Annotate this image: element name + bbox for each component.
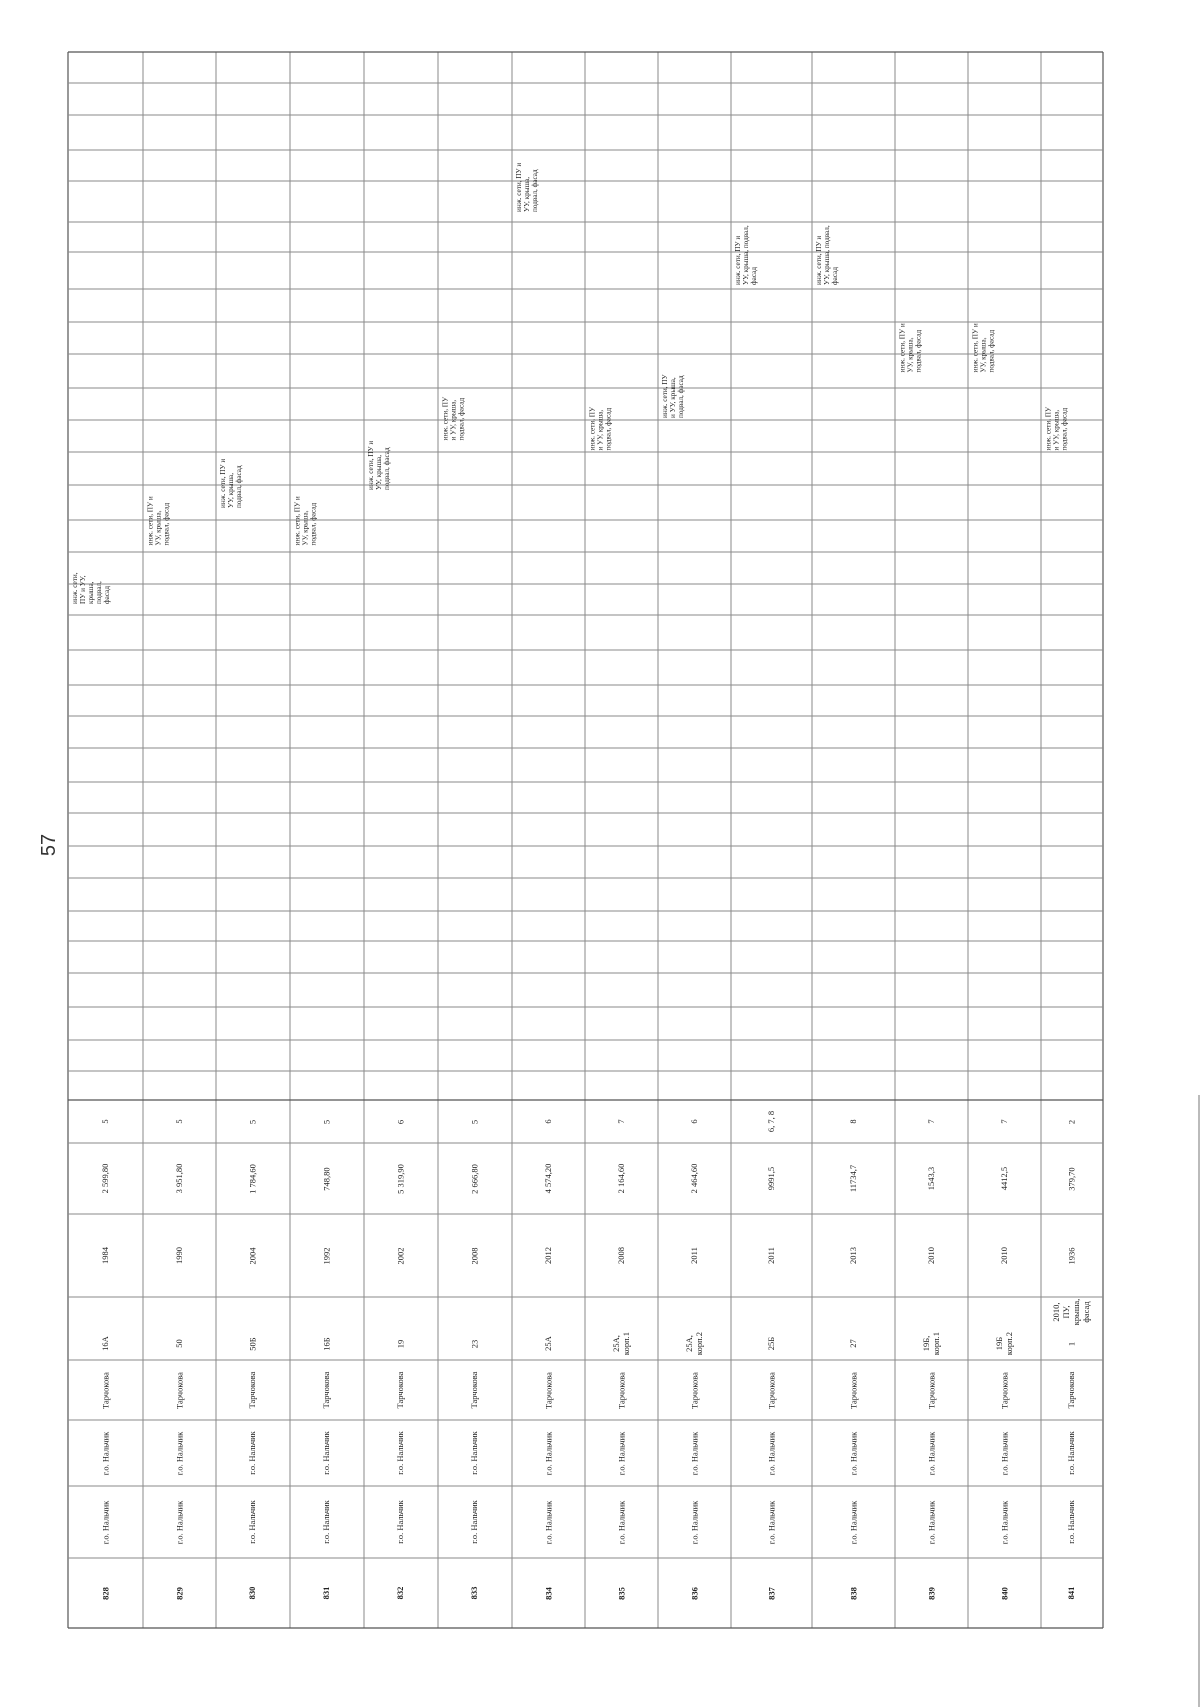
area-cell: 5 319,90 [395, 1163, 406, 1194]
row-number-cell: 831 [321, 1586, 332, 1600]
municipality-cell: г.о. Нальчик [99, 1500, 110, 1544]
year-built-cell: 2010 [925, 1247, 936, 1264]
year-built-cell: 2012 [542, 1247, 553, 1264]
house-number-cell: 25А [542, 1336, 553, 1351]
municipality-cell: г.о. Нальчик [615, 1500, 626, 1544]
municipality-cell: г.о. Нальчик [847, 1500, 858, 1544]
floors-cell: 5 [247, 1119, 258, 1124]
area-cell: 4 574,20 [542, 1163, 553, 1194]
floors-cell: 7 [925, 1119, 936, 1124]
area-cell: 2 666,80 [469, 1163, 480, 1194]
work-scope-note: инж. сети, ПУ и УУ, крыша, подвал, фасад [734, 225, 759, 285]
locality-cell: г.о. Нальчик [469, 1431, 480, 1475]
row-number-cell: 837 [765, 1586, 776, 1600]
floors-cell: 6 [395, 1119, 406, 1124]
year-built-cell: 2004 [247, 1247, 258, 1264]
street-cell: Тарчокова [1066, 1371, 1077, 1409]
area-cell: 1 784,60 [247, 1163, 258, 1194]
municipality-cell: г.о. Нальчик [173, 1500, 184, 1544]
municipality-cell: г.о. Нальчик [247, 1500, 258, 1544]
row-number-cell: 836 [688, 1586, 699, 1600]
municipality-cell: г.о. Нальчик [998, 1500, 1009, 1544]
year-built-cell: 1936 [1066, 1247, 1077, 1264]
floors-cell: 6 [542, 1119, 553, 1124]
year-built-cell: 2008 [615, 1247, 626, 1264]
year-built-cell: 1984 [99, 1247, 110, 1264]
row-number-cell: 841 [1066, 1586, 1077, 1600]
locality-cell: г.о. Нальчик [395, 1431, 406, 1475]
municipality-cell: г.о. Нальчик [542, 1500, 553, 1544]
row-number-cell: 832 [395, 1586, 406, 1600]
house-number-cell: 25Б [765, 1336, 776, 1351]
municipality-cell: г.о. Нальчик [925, 1500, 936, 1544]
work-scope-note: инж. сети, ПУ и УУ, крыша, подвал, фасад [146, 495, 171, 545]
street-cell: Тарчокова [395, 1371, 406, 1409]
locality-cell: г.о. Нальчик [998, 1431, 1009, 1475]
area-cell: 11734,7 [847, 1164, 858, 1193]
work-scope-note: инж. сети, ПУ и УУ, крыша, подвал, фасад [367, 440, 392, 490]
year-built-cell: 1990 [173, 1247, 184, 1264]
floors-cell: 5 [173, 1119, 184, 1124]
page-number: 57 [38, 833, 60, 857]
municipality-cell: г.о. Нальчик [469, 1500, 480, 1544]
locality-cell: г.о. Нальчик [765, 1431, 776, 1475]
municipality-cell: г.о. Нальчик [321, 1500, 332, 1544]
house-number-cell: 50 [173, 1339, 184, 1348]
year-built-cell: 2011 [688, 1247, 699, 1264]
work-scope-note: инж. сети, ПУ и УУ, крыша, подвал, фасад [661, 374, 686, 418]
row-number-cell: 839 [925, 1586, 936, 1600]
year-built-cell: 2002 [395, 1247, 406, 1264]
house-number-cell: 19Б корп.2 [993, 1331, 1014, 1356]
area-cell: 379,70 [1066, 1166, 1077, 1191]
row-number-cell: 840 [998, 1586, 1009, 1600]
locality-cell: г.о. Нальчик [615, 1431, 626, 1475]
floors-cell: 5 [99, 1119, 110, 1124]
street-cell: Тарчокова [247, 1371, 258, 1409]
locality-cell: г.о. Нальчик [173, 1431, 184, 1475]
row-number-cell: 834 [542, 1586, 553, 1600]
row-number-cell: 828 [99, 1586, 110, 1600]
street-cell: Тарчокова [998, 1371, 1009, 1409]
locality-cell: г.о. Нальчик [1066, 1431, 1077, 1475]
year-built-cell: 1992 [321, 1247, 332, 1264]
year-built-cell: 2013 [847, 1247, 858, 1264]
row-number-cell: 835 [615, 1586, 626, 1600]
work-scope-note: инж. сети, ПУ и УУ, крыша, подвал, фасад [515, 162, 540, 212]
house-number-cell: 19 [395, 1339, 406, 1348]
street-cell: Тарчокова [688, 1371, 699, 1409]
municipality-cell: г.о. Нальчик [688, 1500, 699, 1544]
floors-cell: 5 [321, 1119, 332, 1124]
row-number-cell: 838 [847, 1586, 858, 1600]
work-scope-note: инж. сети, ПУ и УУ, крыша, подвал, фасад [293, 495, 318, 545]
municipality-cell: г.о. Нальчик [765, 1500, 776, 1544]
floors-cell: 8 [847, 1119, 858, 1124]
area-cell: 2 464,60 [688, 1163, 699, 1194]
work-scope-note: инж. сети, ПУ и УУ, крыша, подвал, фасад [971, 322, 996, 372]
area-cell: 2 599,80 [99, 1163, 110, 1194]
house-number-cell: 27 [847, 1339, 858, 1348]
work-scope-note: инж. сети, ПУ и УУ, крыша, подвал, фасад [71, 572, 112, 604]
work-scope-note: инж. сети, ПУ и УУ, крыша, подвал, фасад [219, 458, 244, 508]
street-cell: Тарчокова [99, 1371, 110, 1409]
work-scope-note: инж. сети, ПУ и УУ, крыша, подвал, фасад [898, 322, 923, 372]
municipality-cell: г.о. Нальчик [395, 1500, 406, 1544]
street-cell: Тарчокова [925, 1371, 936, 1409]
area-cell: 748,80 [321, 1166, 332, 1191]
locality-cell: г.о. Нальчик [925, 1431, 936, 1475]
house-number-cell: 16А [99, 1336, 110, 1351]
locality-cell: г.о. Нальчик [247, 1431, 258, 1475]
area-cell: 2 164,60 [615, 1163, 626, 1194]
municipality-cell: г.о. Нальчик [1066, 1500, 1077, 1544]
street-cell: Тарчокова [615, 1371, 626, 1409]
locality-cell: г.о. Нальчик [688, 1431, 699, 1475]
work-scope-note: инж. сети, ПУ и УУ, крыша, подвал, фасад [815, 225, 840, 285]
house-number-cell: 25А, корп.2 [683, 1331, 704, 1356]
street-cell: Тарчокова [765, 1371, 776, 1409]
house-number-cell: 50Б [247, 1336, 258, 1351]
floors-cell: 5 [469, 1119, 480, 1124]
street-cell: Тарчокова [469, 1371, 480, 1409]
area-cell: 1543,3 [925, 1166, 936, 1191]
floors-cell: 6, 7, 8 [765, 1110, 776, 1133]
house-number-cell: 19Б, корп.1 [920, 1331, 941, 1356]
work-scope-note: инж. сети, ПУ и УУ, крыша, подвал, фасад [588, 406, 613, 450]
street-cell: Тарчокова [173, 1371, 184, 1409]
floors-cell: 2 [1066, 1119, 1077, 1124]
work-scope-note: инж. сети, ПУ и УУ, крыша, подвал, фасад [441, 396, 466, 440]
row-number-cell: 833 [469, 1586, 480, 1600]
area-cell: 4412,5 [998, 1166, 1009, 1191]
house-number-cell: 23 [469, 1339, 480, 1348]
street-cell: Тарчокова [542, 1371, 553, 1409]
year-built-cell: 2008 [469, 1247, 480, 1264]
year-built-cell: 2011 [765, 1247, 776, 1264]
area-cell: 9991,5 [765, 1166, 776, 1191]
row-number-cell: 829 [173, 1586, 184, 1600]
street-cell: Тарчокова [847, 1371, 858, 1409]
work-scope-note: инж. сети, ПУ и УУ, крыша, подвал, фасад [1044, 406, 1069, 450]
street-cell: Тарчокова [321, 1371, 332, 1409]
locality-cell: г.о. Нальчик [847, 1431, 858, 1475]
locality-cell: г.о. Нальчик [99, 1431, 110, 1475]
extra-cell: 2010, ПУ, крыша, фасад [1051, 1298, 1091, 1326]
locality-cell: г.о. Нальчик [321, 1431, 332, 1475]
house-number-cell: 1 [1066, 1341, 1077, 1346]
floors-cell: 7 [998, 1119, 1009, 1124]
floors-cell: 6 [688, 1119, 699, 1124]
locality-cell: г.о. Нальчик [542, 1431, 553, 1475]
house-number-cell: 16Б [321, 1336, 332, 1351]
floors-cell: 7 [615, 1119, 626, 1124]
area-cell: 3 951,80 [173, 1163, 184, 1194]
house-number-cell: 25А, корп.1 [610, 1331, 631, 1356]
year-built-cell: 2010 [998, 1247, 1009, 1264]
row-number-cell: 830 [247, 1586, 258, 1600]
